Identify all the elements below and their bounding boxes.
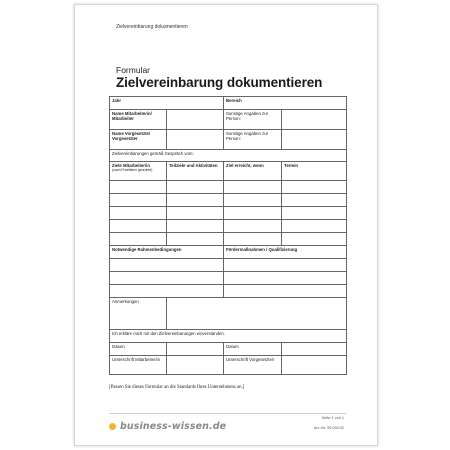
conditions-cell[interactable] — [110, 285, 224, 298]
col-goals-label: Ziele Mitarbeiter/in — [112, 163, 150, 168]
goal-cell[interactable] — [110, 233, 167, 246]
page-title: Zielvereinbarung dokumentieren — [116, 75, 323, 90]
article-number: Art.-Nr. 99.094.02 — [314, 426, 344, 430]
achieved-cell[interactable] — [224, 207, 282, 220]
col-goals-header — [110, 162, 167, 181]
logo-dot-icon — [109, 423, 116, 430]
achieved-cell[interactable] — [224, 233, 282, 246]
goal-cell[interactable] — [110, 194, 167, 207]
deadline-cell[interactable] — [282, 181, 347, 194]
date-field-employee[interactable] — [167, 343, 224, 356]
goal-cell[interactable] — [110, 207, 167, 220]
deadline-cell[interactable] — [282, 194, 347, 207]
date-label-supervisor: Datum — [224, 343, 282, 356]
date-label-employee: Datum — [110, 343, 167, 356]
remarks-field[interactable] — [167, 298, 347, 330]
logo — [109, 419, 226, 433]
employee-info-field[interactable] — [282, 110, 347, 130]
col-deadline-header: Termin — [282, 162, 347, 181]
col-achieved-header: Ziel erreicht, wenn — [224, 162, 282, 181]
conditions-cell[interactable] — [110, 259, 224, 272]
employee-name-label: Name Mitarbeiterin/ Mitarbeiter — [110, 110, 167, 130]
achieved-cell[interactable] — [224, 194, 282, 207]
subgoal-cell[interactable] — [167, 233, 224, 246]
department-label: Bereich — [224, 97, 347, 110]
subgoal-cell[interactable] — [167, 194, 224, 207]
development-cell[interactable] — [224, 285, 347, 298]
col-goals-note: (nach Prioritäten geordnet) — [112, 168, 153, 172]
col-subgoals-header: Teilziele und Aktivitäten — [167, 162, 224, 181]
achieved-cell[interactable] — [224, 181, 282, 194]
supervisor-name-label: Name Vorgesetzte/ Vorgesetzter — [110, 130, 167, 150]
deadline-cell[interactable] — [282, 233, 347, 246]
subgoal-cell[interactable] — [167, 220, 224, 233]
development-cell[interactable] — [224, 272, 347, 285]
document-page — [74, 4, 378, 446]
goal-cell[interactable] — [110, 181, 167, 194]
signature-label-supervisor: Unterschrift Vorgesetzte/r — [224, 356, 282, 375]
supervisor-name-field[interactable] — [167, 130, 224, 150]
conditions-cell[interactable] — [110, 272, 224, 285]
signature-label-employee: Unterschrift Mitarbeiter/in — [110, 356, 167, 375]
conditions-label: Notwendige Rahmenbedingungen — [110, 246, 224, 259]
signature-field-employee[interactable] — [167, 356, 224, 375]
customization-note: [Passen Sie dieses Formular an die Standards Ihres Unternehmens an.] — [109, 385, 245, 390]
meeting-date-label: Zielvereinbarungen gemäß Gespräch vom: — [110, 150, 347, 162]
development-cell[interactable] — [224, 259, 347, 272]
logo-text: business-wissen.de — [120, 420, 227, 432]
achieved-cell[interactable] — [224, 220, 282, 233]
goal-agreement-form — [109, 96, 347, 375]
page-number: Seite 1 von 1 — [321, 416, 344, 420]
deadline-cell[interactable] — [282, 220, 347, 233]
employee-name-field[interactable] — [167, 110, 224, 130]
form-label: Formular — [116, 65, 151, 75]
footer-divider — [109, 413, 346, 414]
year-label: Jahr — [110, 97, 224, 110]
consent-statement: Ich erkläre mich mit den Zielvereinbarungen einverstanden. — [110, 330, 347, 343]
deadline-cell[interactable] — [282, 207, 347, 220]
subgoal-cell[interactable] — [167, 207, 224, 220]
goal-cell[interactable] — [110, 220, 167, 233]
remarks-label: Anmerkungen — [110, 298, 167, 330]
employee-info-label: Sonstige Angaben zur Person: — [224, 110, 282, 130]
signature-field-supervisor[interactable] — [282, 356, 347, 375]
supervisor-info-field[interactable] — [282, 130, 347, 150]
subgoal-cell[interactable] — [167, 181, 224, 194]
development-label: Fördermaßnahmen / Qualifizierung — [224, 246, 347, 259]
date-field-supervisor[interactable] — [282, 343, 347, 356]
supervisor-info-label: Sonstige Angaben zur Person: — [224, 130, 282, 150]
running-header: Zielvereinbarung dokumentieren — [116, 24, 188, 30]
